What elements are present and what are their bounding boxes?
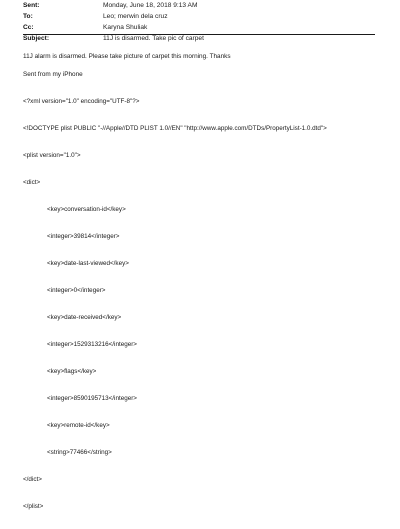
cc-value: Karyna Shuliak (103, 24, 148, 31)
subject-value: 11J is disarmed. Take pic of carpet (103, 35, 204, 42)
plist-line: <integer>8590195713</integer> (47, 395, 137, 402)
plist-line: <key>conversation-id</key> (47, 206, 126, 213)
plist-line: <key>flags</key> (47, 368, 97, 375)
subject-label: Subject: (23, 35, 50, 42)
signature-text: Sent from my iPhone (23, 71, 83, 78)
plist-line: <key>remote-id</key> (47, 422, 110, 429)
sent-value: Monday, June 18, 2018 9:13 AM (103, 2, 198, 9)
plist-line: <key>date-received</key> (47, 314, 122, 321)
plist-line: </dict> (23, 476, 42, 483)
plist-block (23, 79, 327, 529)
cc-row (23, 22, 383, 33)
plist-line: <string>77466</string> (47, 449, 112, 456)
plist-line: </plist> (23, 503, 44, 510)
sent-label: Sent: (23, 2, 40, 9)
cc-label: Cc: (23, 24, 34, 31)
header-divider (23, 34, 375, 35)
plist-line: <integer>0</integer> (47, 287, 106, 294)
plist-line: <key>date-last-viewed</key> (47, 260, 129, 267)
plist-line: <integer>39814</integer> (47, 233, 120, 240)
plist-line: <?xml version="1.0" encoding="UTF-8"?> (23, 98, 140, 105)
email-headers (23, 0, 383, 44)
message-text: 11J alarm is disarmed. Please take picture of carpet this morning. Thanks (23, 53, 231, 60)
plist-line: <plist version="1.0"> (23, 152, 81, 159)
plist-line: <dict> (23, 179, 41, 186)
to-label: To: (23, 13, 33, 20)
plist-line: <!DOCTYPE plist PUBLIC "-//Apple//DTD PLIST 1.0//EN" "http://www.apple.com/DTDs/PropertyList-1.0.dtd"> (23, 125, 327, 132)
to-value: Leo; merwin dela cruz (103, 13, 168, 20)
to-row (23, 11, 383, 22)
plist-line: <integer>1529313216</integer> (47, 341, 137, 348)
sent-row (23, 0, 383, 11)
